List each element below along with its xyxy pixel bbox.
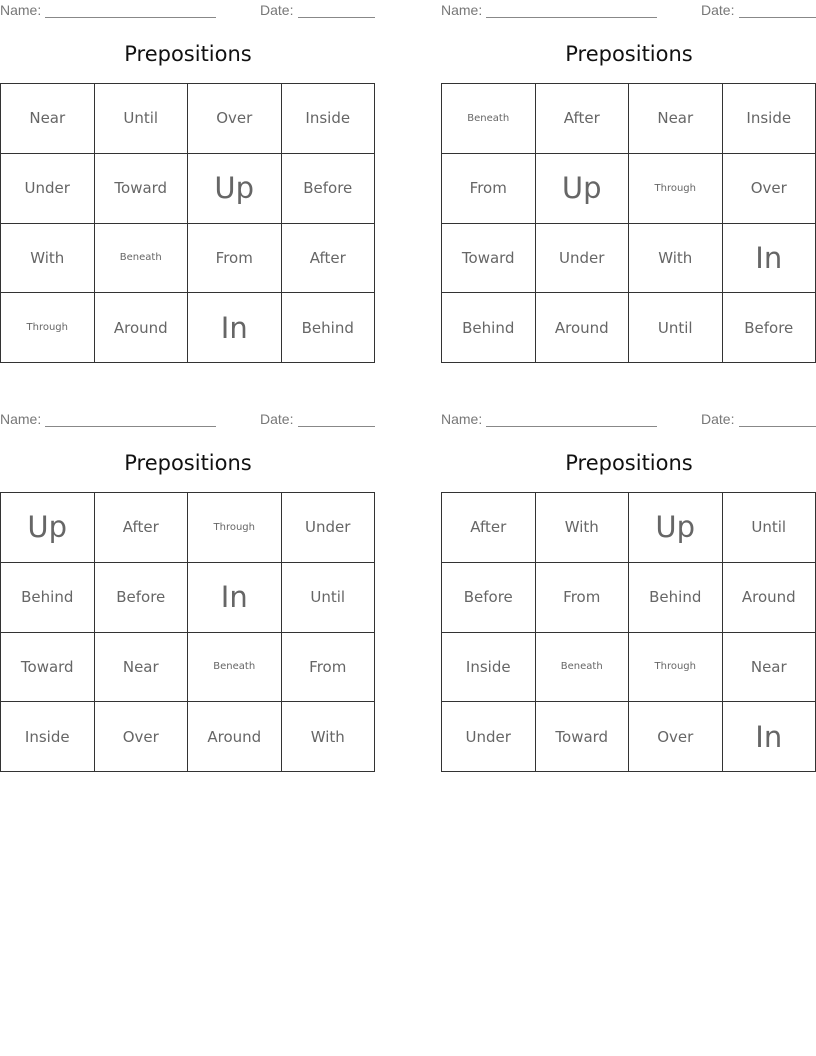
name-blank-line (486, 17, 657, 18)
name-blank-line (486, 426, 657, 427)
grid-cell: From (282, 633, 376, 703)
bingo-card-2 (441, 0, 816, 372)
bingo-grid (441, 83, 816, 363)
date-blank-line (739, 426, 816, 427)
grid-cell: From (536, 563, 630, 633)
grid-cell: Near (723, 633, 816, 703)
grid-cell: Beneath (536, 633, 630, 703)
date-blank-line (739, 17, 816, 18)
grid-cell: Behind (442, 293, 536, 363)
grid-cell: Near (1, 84, 95, 154)
grid-cell: Toward (95, 154, 189, 224)
card-title: Prepositions (565, 451, 693, 475)
bingo-card-4 (441, 409, 816, 781)
grid-cell: Inside (282, 84, 376, 154)
grid-cell: Behind (282, 293, 376, 363)
date-blank-line (298, 17, 375, 18)
date-label: Date: (701, 411, 735, 427)
grid-cell: Toward (536, 702, 630, 772)
card-title: Prepositions (124, 451, 252, 475)
name-label: Name: (0, 411, 42, 427)
grid-cell: In (188, 563, 282, 633)
grid-cell: With (1, 224, 95, 294)
date-label: Date: (260, 411, 294, 427)
name-blank-line (45, 426, 216, 427)
grid-cell: Beneath (442, 84, 536, 154)
grid-cell: Over (629, 702, 723, 772)
grid-cell: Near (629, 84, 723, 154)
grid-cell: Around (188, 702, 282, 772)
name-date-header (441, 2, 816, 20)
grid-cell: Under (1, 154, 95, 224)
grid-cell: Inside (1, 702, 95, 772)
grid-cell: Over (723, 154, 816, 224)
grid-cell: Behind (1, 563, 95, 633)
grid-cell: Before (442, 563, 536, 633)
grid-cell: Around (723, 563, 816, 633)
grid-cell: Through (188, 493, 282, 563)
grid-cell: Until (723, 493, 816, 563)
name-label: Name: (0, 2, 42, 18)
date-label: Date: (260, 2, 294, 18)
date-blank-line (298, 426, 375, 427)
grid-cell: Under (282, 493, 376, 563)
grid-cell: After (442, 493, 536, 563)
bingo-card-3 (0, 409, 376, 781)
grid-cell: Over (188, 84, 282, 154)
grid-cell: In (188, 293, 282, 363)
grid-cell: Around (95, 293, 189, 363)
card-title: Prepositions (124, 42, 252, 66)
grid-cell: Until (95, 84, 189, 154)
grid-cell: With (629, 224, 723, 294)
grid-cell: Up (536, 154, 630, 224)
name-label: Name: (441, 411, 483, 427)
name-date-header (0, 411, 376, 429)
grid-cell: After (95, 493, 189, 563)
grid-cell: Up (629, 493, 723, 563)
date-label: Date: (701, 2, 735, 18)
grid-cell: Until (629, 293, 723, 363)
grid-cell: Until (282, 563, 376, 633)
bingo-grid (0, 492, 375, 772)
bingo-grid (441, 492, 816, 772)
grid-cell: Before (95, 563, 189, 633)
bingo-grid (0, 83, 375, 363)
grid-cell: After (536, 84, 630, 154)
grid-cell: Inside (442, 633, 536, 703)
name-blank-line (45, 17, 216, 18)
grid-cell: Before (282, 154, 376, 224)
grid-cell: Under (536, 224, 630, 294)
name-date-header (0, 2, 376, 20)
grid-cell: After (282, 224, 376, 294)
grid-cell: Through (1, 293, 95, 363)
grid-cell: Over (95, 702, 189, 772)
grid-cell: Inside (723, 84, 816, 154)
grid-cell: Behind (629, 563, 723, 633)
grid-cell: From (442, 154, 536, 224)
grid-cell: With (282, 702, 376, 772)
grid-cell: In (723, 224, 816, 294)
grid-cell: In (723, 702, 816, 772)
name-label: Name: (441, 2, 483, 18)
grid-cell: With (536, 493, 630, 563)
card-title: Prepositions (565, 42, 693, 66)
grid-cell: Beneath (188, 633, 282, 703)
grid-cell: Through (629, 633, 723, 703)
grid-cell: Up (188, 154, 282, 224)
grid-cell: Around (536, 293, 630, 363)
bingo-card-1 (0, 0, 376, 372)
grid-cell: Beneath (95, 224, 189, 294)
grid-cell: Near (95, 633, 189, 703)
grid-cell: Before (723, 293, 816, 363)
grid-cell: Up (1, 493, 95, 563)
grid-cell: Toward (1, 633, 95, 703)
grid-cell: From (188, 224, 282, 294)
grid-cell: Through (629, 154, 723, 224)
grid-cell: Under (442, 702, 536, 772)
name-date-header (441, 411, 816, 429)
grid-cell: Toward (442, 224, 536, 294)
